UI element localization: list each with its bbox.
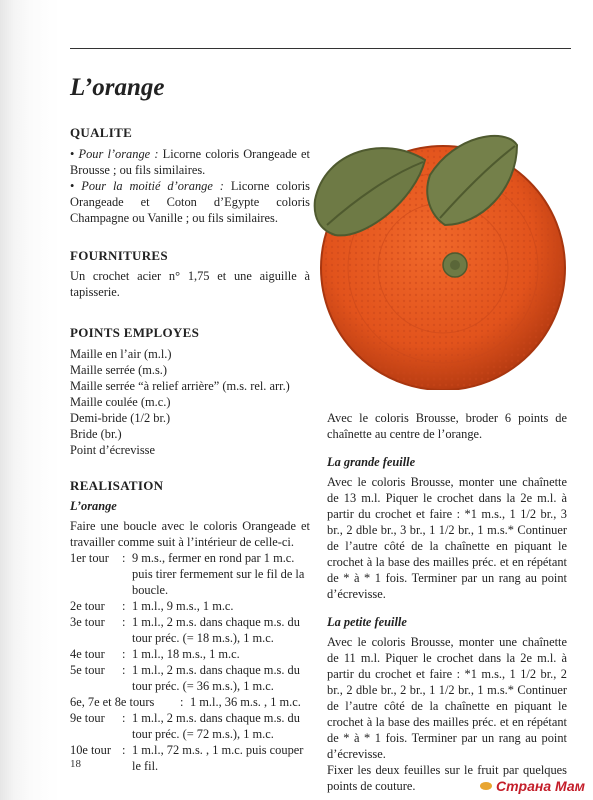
section-heading-points: POINTS EMPLOYES <box>70 325 200 340</box>
grande-feuille-title: La grande feuille <box>327 455 416 469</box>
round-row: 1er tour : 9 m.s., fermer en rond par 1 m.c. puis tirer fermement sur le fil de la boucle. <box>70 551 305 597</box>
qualite-line: • Pour l’orange : Licorne coloris Orangeade et Brousse ; ou fils similaires. <box>70 147 310 177</box>
section-heading-fournitures: FOURNITURES <box>70 248 168 263</box>
round-row: 3e tour : 1 m.l., 2 m.s. dans chaque m.s. du tour préc. (= 18 m.s.), 1 m.c. <box>70 615 300 645</box>
points-list <box>70 346 330 458</box>
qualite-text <box>70 146 310 226</box>
points-item: Maille coulée (m.c.) <box>70 395 171 409</box>
watermark-logo-icon <box>479 778 493 788</box>
page-title: L’orange <box>70 74 165 101</box>
round-row: 10e tour : 1 m.l., 72 m.s. , 1 m.c. puis couper le fil. <box>70 743 304 773</box>
points-item: Point d’écrevisse <box>70 443 155 457</box>
realisation-intro: Faire une boucle avec le coloris Orangeade et travailler comme suit à l’intérieur de celle-ci. <box>70 519 310 549</box>
points-item: Maille serrée “à relief arrière” (m.s. rel. arr.) <box>70 379 290 393</box>
petite-feuille-title: La petite feuille <box>327 615 407 629</box>
fournitures-text: Un crochet acier n° 1,75 et une aiguille à tapisserie. <box>70 269 310 299</box>
section-heading-realisation: REALISATION <box>70 478 164 493</box>
watermark: Страна Мам <box>479 778 585 794</box>
page-number: 18 <box>70 758 81 770</box>
petite-feuille-text: Avec le coloris Brousse, monter une chaînette de 11 m.l. Piquer le crochet dans la 2e m.l. à partir du crochet et faire : *1 m.s., 1 1/2 br., 2 br., 2 dble br., 2 br., 1 1/2 br., 1 m.s.* Continuer de l’autre côté de la chaînette en piquant le crochet à la base des mailles préc. et en répétant de * à * 1 fois. Terminer par un rang au point d’écrevisse. <box>327 635 567 761</box>
points-item: Demi-bride (1/2 br.) <box>70 411 171 425</box>
round-row: 2e tour : 1 m.l., 9 m.s., 1 m.c. <box>70 599 234 613</box>
rounds-list <box>70 550 310 774</box>
qualite-line: • Pour la moitié d’orange : Licorne coloris Orangeade et Coton d’Egypte coloris Champagne ou Vanille ; ou fils similaires. <box>70 179 310 225</box>
round-row: 5e tour : 1 m.l., 2 m.s. dans chaque m.s. du tour préc. (= 36 m.s.), 1 m.c. <box>70 663 300 693</box>
embroider-text: Avec le coloris Brousse, broder 6 points de chaînette au centre de l’orange. <box>327 411 567 441</box>
points-item: Maille serrée (m.s.) <box>70 363 168 377</box>
points-item: Maille en l’air (m.l.) <box>70 347 172 361</box>
grande-feuille-text: Avec le coloris Brousse, monter une chaînette de 13 m.l. Piquer le crochet dans la 2e m.l. à partir du crochet et faire : *1 m.s., 1 1/2 br., 3 br., 2 dble br., 3 br., 1 1/2 br., 1 m.s.* Continuer de l’autre côté de la chaînette en piquant le crochet à la base des mailles préc. et en répétant de * à * 1 fois. Terminer par un rang au point d’écrevisse. <box>327 475 567 601</box>
round-row: 4e tour : 1 m.l., 18 m.s., 1 m.c. <box>70 647 240 661</box>
section-heading-qualite: QUALITE <box>70 125 133 140</box>
realisation-subtitle: L’orange <box>70 499 117 513</box>
crochet-orange-photo <box>305 130 570 390</box>
round-row: 6e, 7e et 8e tours : 1 m.l., 36 m.s. , 1 m.c. <box>70 695 301 709</box>
header-rule <box>70 48 571 49</box>
right-column <box>327 410 567 794</box>
points-item: Bride (br.) <box>70 427 122 441</box>
final-text: Fixer les deux feuilles sur le fruit par quelques points de couture. <box>327 763 567 793</box>
round-row: 9e tour : 1 m.l., 2 m.s. dans chaque m.s. du tour préc. (= 72 m.s.), 1 m.c. <box>70 711 300 741</box>
orange-stem <box>443 253 467 277</box>
